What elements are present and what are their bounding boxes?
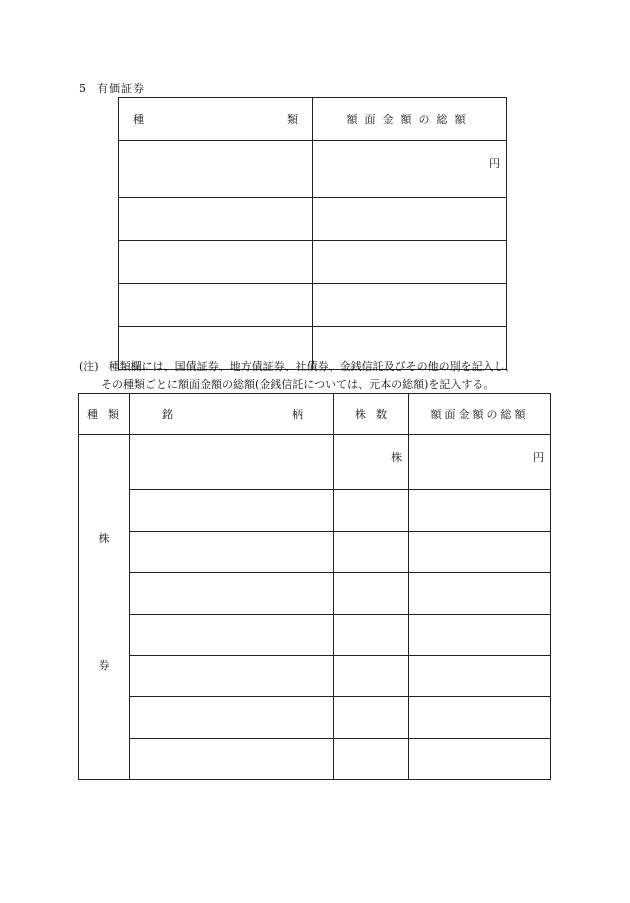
amount-cell[interactable]	[409, 490, 551, 531]
kind-char-certificate: 券	[98, 659, 110, 672]
table-row	[79, 697, 551, 738]
note-line-2: その種類ごとに額面金額の総額(金銭信託については、元本の総額)を記入する。	[101, 378, 495, 391]
header-shares	[334, 394, 409, 435]
shares-cell[interactable]	[334, 738, 409, 779]
amount-cell[interactable]	[409, 573, 551, 614]
table-row	[79, 655, 551, 696]
issue-name-cell[interactable]	[130, 435, 334, 490]
header-face-amount: 額面金額の総額	[313, 98, 507, 141]
shares-cell[interactable]	[334, 435, 409, 490]
kind-merged-cell	[79, 435, 130, 780]
header-kind-right: 類	[287, 113, 298, 126]
table-row	[79, 490, 551, 531]
shares-cell[interactable]	[334, 531, 409, 572]
header-shares-right: 数	[376, 408, 387, 421]
kind-cell[interactable]	[119, 198, 313, 241]
amount-cell[interactable]	[409, 614, 551, 655]
note-line-1: 種類欄には、国債証券、地方債証券、社債券、金銭信託及びその他の別を記入し、	[108, 360, 516, 373]
table-row	[79, 531, 551, 572]
amount-cell[interactable]	[409, 531, 551, 572]
stock-certificates-table	[78, 393, 551, 780]
issue-name-cell[interactable]	[130, 573, 334, 614]
amount-cell[interactable]	[409, 697, 551, 738]
unit-shares: 株	[391, 451, 402, 464]
header-kind	[119, 98, 313, 141]
header-kind-left: 種	[87, 408, 100, 421]
header-issue-name	[130, 394, 334, 435]
table-row	[79, 738, 551, 779]
table-header-row	[79, 394, 551, 435]
issue-name-cell[interactable]	[130, 614, 334, 655]
table-row	[119, 284, 507, 327]
amount-cell[interactable]	[409, 738, 551, 779]
shares-cell[interactable]	[334, 655, 409, 696]
header-kind-left: 種	[133, 113, 144, 126]
unit-yen: 円	[489, 157, 500, 170]
header-name-right: 柄	[292, 408, 303, 421]
shares-cell[interactable]	[334, 614, 409, 655]
kind-cell[interactable]	[119, 241, 313, 284]
section-number: 5	[79, 82, 87, 95]
table-row	[79, 573, 551, 614]
table-row	[119, 241, 507, 284]
table-row	[119, 141, 507, 198]
amount-cell[interactable]	[313, 241, 507, 284]
shares-cell[interactable]	[334, 573, 409, 614]
securities-summary-table	[118, 97, 507, 370]
table-row	[79, 435, 551, 490]
issue-name-cell[interactable]	[130, 697, 334, 738]
amount-cell[interactable]	[313, 198, 507, 241]
amount-cell[interactable]	[313, 284, 507, 327]
header-shares-left: 株	[355, 408, 366, 421]
kind-cell[interactable]	[119, 284, 313, 327]
shares-cell[interactable]	[334, 490, 409, 531]
note	[79, 358, 579, 394]
issue-name-cell[interactable]	[130, 490, 334, 531]
amount-cell[interactable]	[409, 435, 551, 490]
kind-char-stock: 株	[98, 532, 110, 545]
issue-name-cell[interactable]	[130, 655, 334, 696]
header-kind	[79, 394, 130, 435]
table-header-row	[119, 98, 507, 141]
section-title: 有価証券	[97, 82, 145, 95]
amount-cell[interactable]	[409, 655, 551, 696]
amount-cell[interactable]	[313, 141, 507, 198]
issue-name-cell[interactable]	[130, 738, 334, 779]
shares-cell[interactable]	[334, 697, 409, 738]
table-row	[119, 198, 507, 241]
note-mark: (注)	[79, 360, 99, 373]
table-row	[79, 614, 551, 655]
kind-cell[interactable]	[119, 141, 313, 198]
issue-name-cell[interactable]	[130, 531, 334, 572]
header-name-left: 銘	[162, 408, 173, 421]
unit-yen: 円	[533, 451, 544, 464]
section-heading	[79, 80, 145, 96]
header-kind-right: 類	[108, 408, 121, 421]
header-face-amount: 額面金額の総額	[409, 394, 551, 435]
